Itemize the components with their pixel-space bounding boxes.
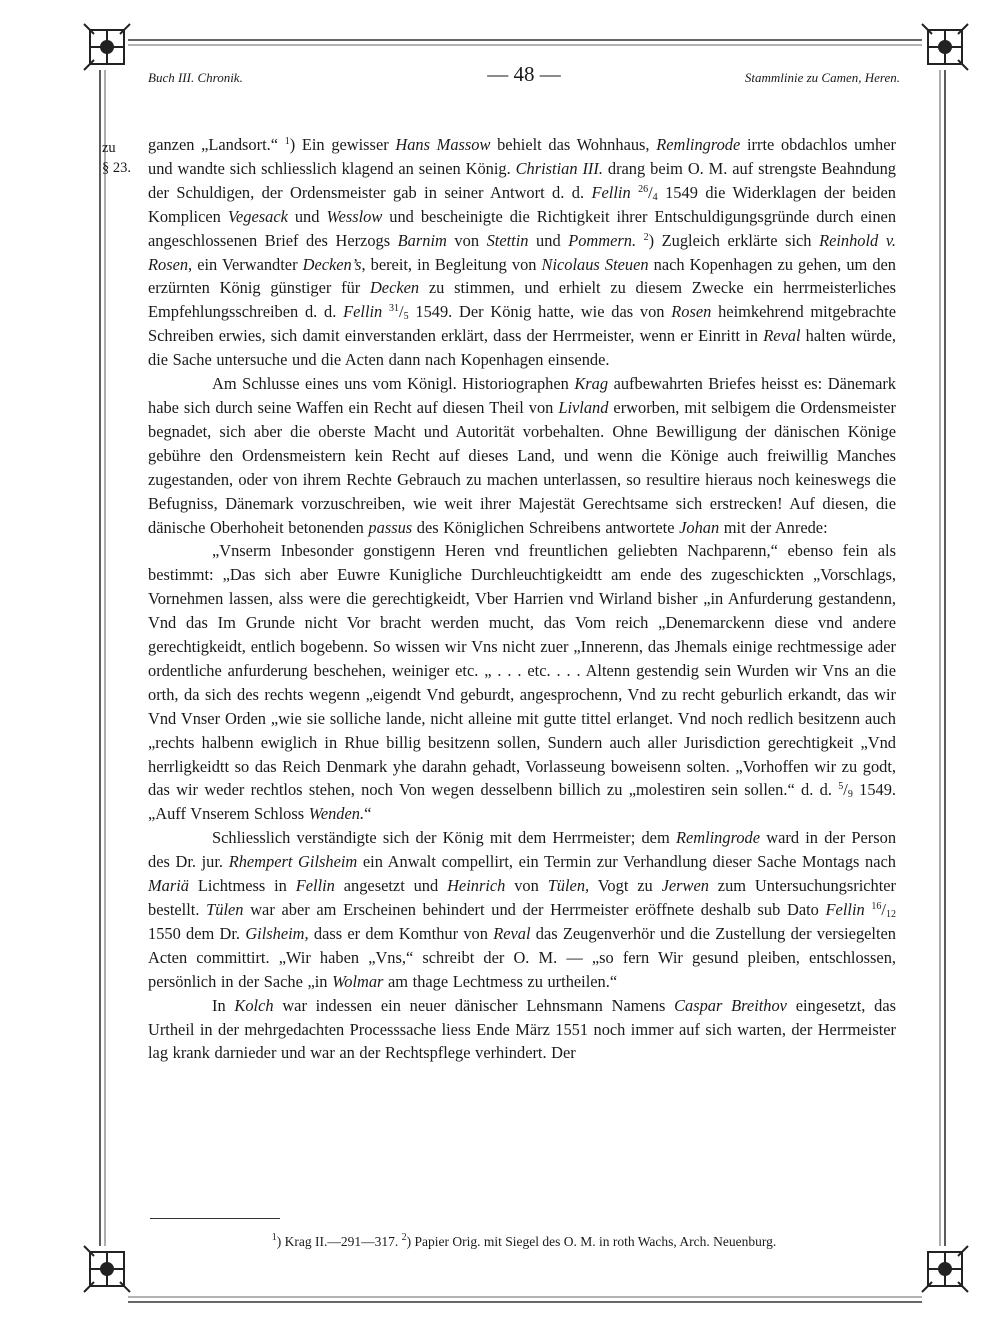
- text-run: und: [528, 230, 569, 250]
- text-run: ein Anwalt compellirt, ein Termin zur Verhandlung dieser Sache Montags nach: [357, 852, 896, 872]
- text-run: von: [505, 876, 548, 896]
- text-run: „Vnserm Inbesonder gonstigenn Heren vnd freuntlichen geliebten Nachparenn,“ ebenso fein als bestimmt: „Das sich aber Euwre Kunigliche Durchleuchtigkeidtt am ende des zugeschickten „Vorschlags, Vornehmen lassen, alss were die gerechtigkeidt, Vber Harrien vnd Wirland bisher „in Anfurderung gestandenn, Vnd das Im Grunde nicht Vor bracht werden mucht, das Vom reich „Denemarckenn diese vnd andere gerechtigkeidt, entlich bogebenn. So wissen wir Vns nicht zuer „Innerenn, das Jhemals einige rechtmessige ader ordentliche anfurderung beschehen, weiniger etc. „ . . . etc. . . . Altenn gestendig sein Wurden wir Vns an die orth, da sich des rechts wegenn „eigendt Vnd geburdt, angesprochenn, Vnd zu recht geburlich erkandt, das wir Vnd Vnser Orden „wie sie solliche lande, nicht alleine mit gutte tittel erlanget. Vnd noch redlich besitzenn auch „rechts halbenn ewiglich in Rhue billig besitzenn sollen, Sundern auch aller Jurisdiction gerechtigkeit „Vnd herrligkeidtt so das Reich Denmark yhe darahn gehadt, Vorlasseung boweisenn solten. „Vorhoffen wir zu godt, das wir weder rechtlos stehen, noch Von wegen desselbenn billich zu „molestiren sein sollen.“ d. d.: [148, 541, 896, 800]
- text-run: drang beim O. M. auf strengste Beahndung der Schuldigen, der Ordensmeister gab in seiner Antwort d. d.: [148, 158, 896, 202]
- subscript: 5: [403, 311, 409, 323]
- italic-name: Hans Massow: [395, 135, 491, 154]
- text-run: eingesetzt, das Urtheil in der mehrgedachten Processsache liess Ende März 1551 noch immer auf sich warten, der Herrmeister lag krank darnieder und war an der Rechtspflege verhindert. Der: [148, 995, 896, 1063]
- text-run: zu stimmen, und erhielt zu diesem Zwecke ein herrmeisterliches Empfehlungsschreiben d. d.: [148, 278, 896, 322]
- italic-name: Fellin: [295, 876, 335, 896]
- italic-name: Rhempert Gilsheim: [228, 852, 358, 872]
- italic-name: Stettin: [486, 230, 529, 250]
- text-run: und bescheinigte die Richtigkeit ihrer Entschuldigungsgründe durch einen angeschlossenen Brief des Herzogs: [148, 206, 897, 250]
- italic-name: Remlingrode: [675, 828, 761, 848]
- italic-name: Gilsheim,: [245, 923, 309, 943]
- italic-name: Kolch: [234, 995, 274, 1015]
- paragraph-2: [148, 372, 896, 539]
- text-run: angesetzt und: [334, 876, 448, 896]
- superscript: 1: [284, 136, 290, 147]
- footnote-marker-1: 1: [271, 1232, 277, 1243]
- italic-name: Livland: [558, 397, 609, 417]
- footnote: [148, 1234, 900, 1250]
- text-run: 1549. „Auff Vnserem Schloss: [148, 780, 897, 824]
- italic-name: Wolmar: [332, 971, 384, 991]
- italic-name: Jerwen: [661, 876, 709, 896]
- text-run: [636, 231, 644, 250]
- text-run: /: [843, 780, 848, 800]
- italic-name: Rosen: [671, 302, 712, 322]
- italic-name: Tülen,: [547, 876, 590, 896]
- footnote-rule: [150, 1218, 280, 1219]
- superscript: 2: [643, 231, 649, 243]
- italic-name: Johan: [679, 517, 720, 537]
- running-head: [148, 62, 900, 92]
- italic-name: Barnim: [397, 230, 447, 250]
- italic-name: Mariä: [148, 876, 189, 896]
- subscript: 12: [885, 909, 896, 920]
- margin-note: [102, 138, 152, 178]
- text-run: “: [364, 804, 372, 824]
- text-run: zum Untersuchungsrichter bestellt.: [148, 876, 897, 919]
- italic-name: Fellin: [825, 900, 865, 919]
- text-run: [631, 183, 638, 202]
- text-run: ganzen „Landsort.“: [148, 135, 285, 154]
- paragraph-1: [148, 133, 896, 372]
- italic-name: Vegesack: [227, 206, 288, 226]
- text-run: aufbewahrten Briefes heisst es: Dänemark habe sich durch seine Waffen ein Recht auf diesen Theil von: [148, 374, 897, 417]
- text-run: am thage Lechtmess zu urtheilen.“: [383, 971, 618, 991]
- italic-name: Fellin: [343, 302, 383, 322]
- text-run: behielt das Wohnhaus,: [490, 135, 657, 154]
- text-run: Am Schlusse eines uns vom Königl. Historiographen: [212, 374, 575, 394]
- superscript: 5: [838, 781, 844, 793]
- text-run: nach Kopenhagen zu gehen, um den erzürnten König günstiger für: [148, 254, 896, 298]
- text-run: und: [287, 206, 327, 226]
- ornament-top-left-icon: [82, 22, 132, 72]
- text-run: ein Verwandter: [192, 254, 303, 274]
- italic-name: Fellin: [591, 182, 631, 202]
- text-run: Vogt zu: [589, 876, 662, 896]
- margin-note-line-1: zu: [102, 140, 116, 156]
- superscript: 26: [638, 183, 649, 195]
- superscript: 16: [871, 901, 882, 912]
- text-run: dass er dem Komthur von: [308, 923, 494, 943]
- footnote-text-2: ) Papier Orig. mit Siegel des O. M. in roth Wachs, Arch. Neuenburg.: [406, 1234, 777, 1249]
- text-run: erworben, mit selbigem die Ordensmeister begnadet, sich aber die oberste Macht und Autorität vorbehalten. Ohne Bewilligung der dänischen Könige gebühre den Ordensmeistern kein Recht auf dieses Land, und wenn die Könige auch freiwillig Manches zugestanden, oder von ihrem Rechte Gebrauch zu machen unterlassen, so resultire hieraus noch keineswegs die Befugniss, Dänemark vorzuschreiben, wie weit ihrer Majestät Gerechtsame sich erstrecken! Auf diesen, die dänische Oberhoheit betonenden: [148, 397, 896, 537]
- italic-name: Remlingrode: [656, 135, 741, 154]
- text-run: 1550 dem Dr.: [148, 923, 246, 943]
- paragraph-5: [148, 994, 896, 1066]
- margin-note-section: § 23.: [102, 160, 131, 176]
- footnote-text-1: ) Krag II.—291—317.: [276, 1234, 402, 1249]
- italic-name: Christian III.: [515, 158, 603, 178]
- text-run: 1549. Der König hatte, wie das von: [408, 302, 672, 322]
- text-run: ) Ein gewisser: [289, 135, 396, 154]
- italic-name: Decken: [369, 278, 420, 298]
- text-run: das Zeugenverhör und die Zustellung der versiegelten Acten committirt. „Wir haben „Vns,“ schreibt der O. M. — „so fern Wir gesund pleiben, entschlossen, persönlich in der Sache „in: [148, 923, 896, 991]
- page-number: — 48 —: [487, 62, 561, 86]
- ornament-bottom-right-icon: [920, 1244, 970, 1294]
- text-run: halten würde, die Sache untersuche und die Acten dann nach Kopenhagen einsende.: [148, 326, 896, 370]
- italic-name: Wesslow: [326, 206, 383, 226]
- italic-name: Decken’s: [302, 254, 362, 274]
- italic-name: Krag: [574, 374, 609, 394]
- superscript: 31: [389, 303, 400, 315]
- italic-name: Reval: [493, 923, 531, 943]
- italic-name: Reinhold v. Rosen,: [148, 230, 896, 274]
- text-run: des Königlichen Schreibens antwortete: [412, 517, 680, 537]
- text-run: In: [212, 995, 235, 1015]
- text-run: 1549 die Widerklagen der beiden Komplicen: [148, 182, 896, 226]
- text-run: war aber am Erscheinen behindert und der Herrmeister eröffnete deshalb sub Dato: [243, 900, 826, 919]
- header-lineage: Stammlinie zu Camen, Heren.: [744, 70, 900, 85]
- paragraph-3: [148, 539, 896, 826]
- italic-name: passus: [368, 517, 413, 537]
- body-text: [148, 133, 896, 1065]
- footnote-marker-2: 2: [401, 1232, 407, 1243]
- text-run: Lichtmess in: [188, 876, 296, 896]
- text-run: heimkehrend mitgebrachte Schreiben erwies, sich damit einverstanden erklärt, dass der Herrmeister, wenn er Einritt in: [148, 302, 896, 346]
- text-run: ) Zugleich erklärte sich: [648, 230, 820, 250]
- italic-name: Caspar Breithov: [674, 995, 787, 1015]
- text-run: /: [648, 182, 653, 202]
- italic-name: Tülen: [206, 900, 244, 919]
- italic-name: Wenden.: [308, 804, 365, 824]
- text-run: von: [446, 230, 487, 250]
- subscript: 9: [847, 789, 853, 801]
- italic-name: Nicolaus Steuen: [541, 254, 649, 274]
- text-run: /: [399, 302, 404, 322]
- text-run: irrte obdachlos umher und wandte sich schliesslich klagend an seinen König.: [148, 135, 896, 178]
- subscript: 4: [652, 191, 658, 203]
- header-book-chapter: Buch III. Chronik.: [148, 70, 243, 85]
- italic-name: Reval: [763, 326, 801, 346]
- text-run: Schliesslich verständigte sich der König mit dem Herrmeister; dem: [212, 828, 676, 848]
- text-run: /: [881, 900, 886, 919]
- text-run: mit der Anrede:: [719, 517, 828, 537]
- italic-name: Heinrich: [447, 876, 506, 896]
- ornament-top-right-icon: [920, 22, 970, 72]
- text-run: war indessen ein neuer dänischer Lehnsmann Namens: [273, 995, 675, 1015]
- paragraph-4: [148, 826, 896, 993]
- text-run: ward in der Person des Dr. jur.: [148, 828, 897, 872]
- ornament-bottom-left-icon: [82, 1244, 132, 1294]
- text-run: , bereit, in Begleitung von: [361, 254, 542, 274]
- italic-name: Pommern.: [568, 230, 637, 250]
